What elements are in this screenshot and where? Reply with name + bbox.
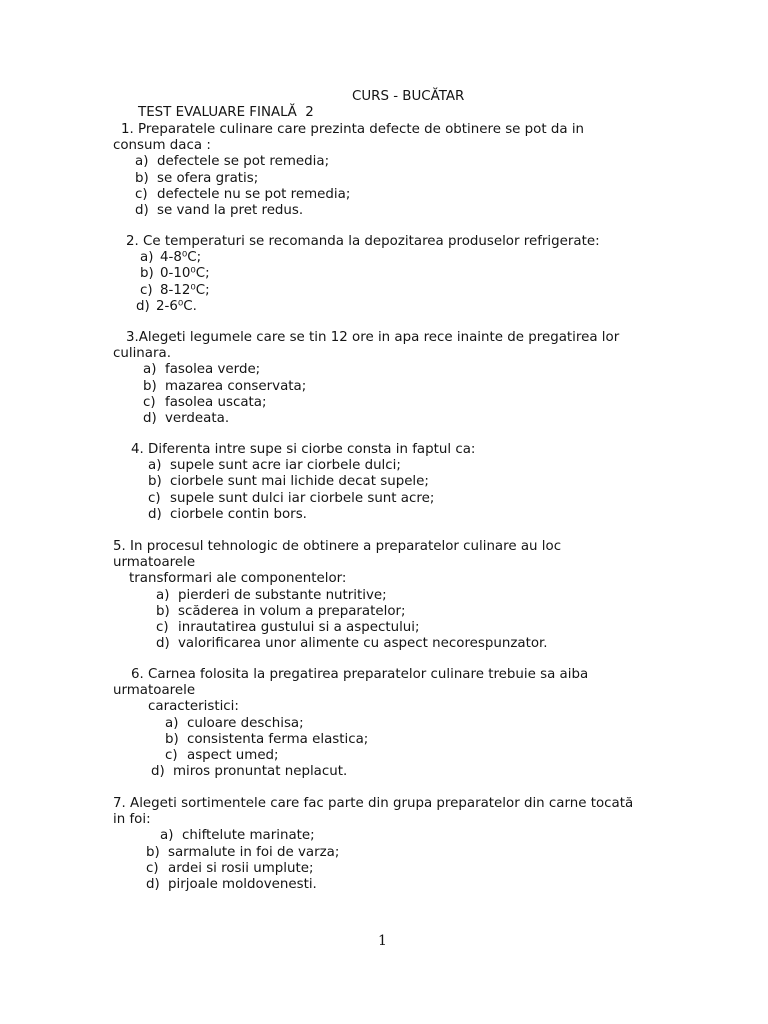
question-text-line: consum daca : — [113, 138, 211, 154]
option-item: a) 4-8⁰C; — [140, 250, 202, 266]
course-title: CURS - BUCĂTAR — [352, 89, 465, 104]
option-list — [113, 362, 673, 427]
option-list — [113, 716, 673, 781]
option-list — [113, 458, 673, 523]
option-item: c) aspect umed; — [165, 748, 279, 764]
question-text-line: 6. Carnea folosita la pregatirea preparatelor culinare trebuie sa aiba — [131, 667, 589, 682]
question-text-line: urmatoarele — [113, 683, 196, 699]
option-item: b) mazarea conservata; — [143, 378, 307, 394]
page-number: 1 — [378, 933, 387, 949]
option-item: b) consistenta ferma elastica; — [165, 731, 369, 747]
option-item: a) pierderi de substante nutritive; — [156, 587, 387, 603]
question-text-line: transformari ale componentelor: — [129, 571, 347, 587]
option-item: c) inrautatirea gustului si a aspectului; — [156, 620, 420, 636]
option-list — [113, 154, 673, 219]
question-1 — [113, 122, 673, 219]
question-3 — [113, 330, 673, 427]
option-item: b) se ofera gratis; — [135, 170, 259, 186]
option-item: d) se vand la pret redus. — [135, 203, 304, 219]
question-text-line: 2. Ce temperaturi se recomanda la depozitarea produselor refrigerate: — [126, 234, 600, 249]
option-item: c) ardei si rosii umplute; — [146, 860, 314, 876]
question-2 — [113, 234, 673, 315]
question-6 — [113, 667, 673, 780]
test-title: TEST EVALUARE FINALĂ 2 — [138, 105, 314, 121]
question-5 — [113, 539, 673, 652]
question-text-line: 4. Diferenta intre supe si ciorbe consta in faptul ca: — [131, 442, 476, 457]
option-item: b) scăderea in volum a preparatelor; — [156, 603, 406, 619]
option-list — [113, 588, 673, 653]
option-item: a) defectele se pot remedia; — [135, 154, 330, 170]
option-item: d) miros pronuntat neplacut. — [151, 764, 348, 780]
question-text-line: 3.Alegeti legumele care se tin 12 ore in apa rece inainte de pregatirea lor — [126, 330, 620, 345]
question-4 — [113, 442, 673, 523]
question-text-line: 5. In procesul tehnologic de obtinere a preparatelor culinare au loc — [113, 539, 562, 554]
option-item: c) fasolea uscata; — [143, 394, 267, 410]
question-text-line: 7. Alegeti sortimentele care fac parte din grupa preparatelor din carne tocată — [113, 796, 634, 811]
option-item: a) chiftelute marinate; — [160, 828, 315, 844]
question-text-line: urmatoarele — [113, 555, 196, 571]
option-item: c) 8-12⁰C; — [140, 282, 210, 298]
question-text-line: caracteristici: — [148, 699, 239, 715]
option-item: b) sarmalute in foi de varza; — [146, 844, 340, 860]
option-list — [113, 250, 673, 315]
question-text-line: in foi: — [113, 812, 151, 828]
option-item: c) supele sunt dulci iar ciorbele sunt acre; — [148, 490, 435, 506]
question-text-line: 1. Preparatele culinare care prezinta defecte de obtinere se pot da in — [121, 122, 585, 137]
question-7 — [113, 796, 673, 893]
option-item: b) ciorbele sunt mai lichide decat supele; — [148, 474, 429, 490]
option-item: a) culoare deschisa; — [165, 715, 304, 731]
option-item: d) verdeata. — [143, 411, 230, 427]
option-list — [113, 828, 673, 893]
option-item: a) supele sunt acre iar ciorbele dulci; — [148, 458, 401, 474]
option-item: d) 2-6⁰C. — [136, 298, 197, 314]
option-item: c) defectele nu se pot remedia; — [135, 186, 351, 202]
option-item: b) 0-10⁰C; — [140, 266, 210, 282]
option-item: d) pirjoale moldovenesti. — [146, 877, 317, 893]
option-item: d) valorificarea unor alimente cu aspect necorespunzator. — [156, 636, 548, 652]
option-item: a) fasolea verde; — [143, 362, 261, 378]
question-text-line: culinara. — [113, 346, 171, 362]
option-item: d) ciorbele contin bors. — [148, 506, 307, 522]
